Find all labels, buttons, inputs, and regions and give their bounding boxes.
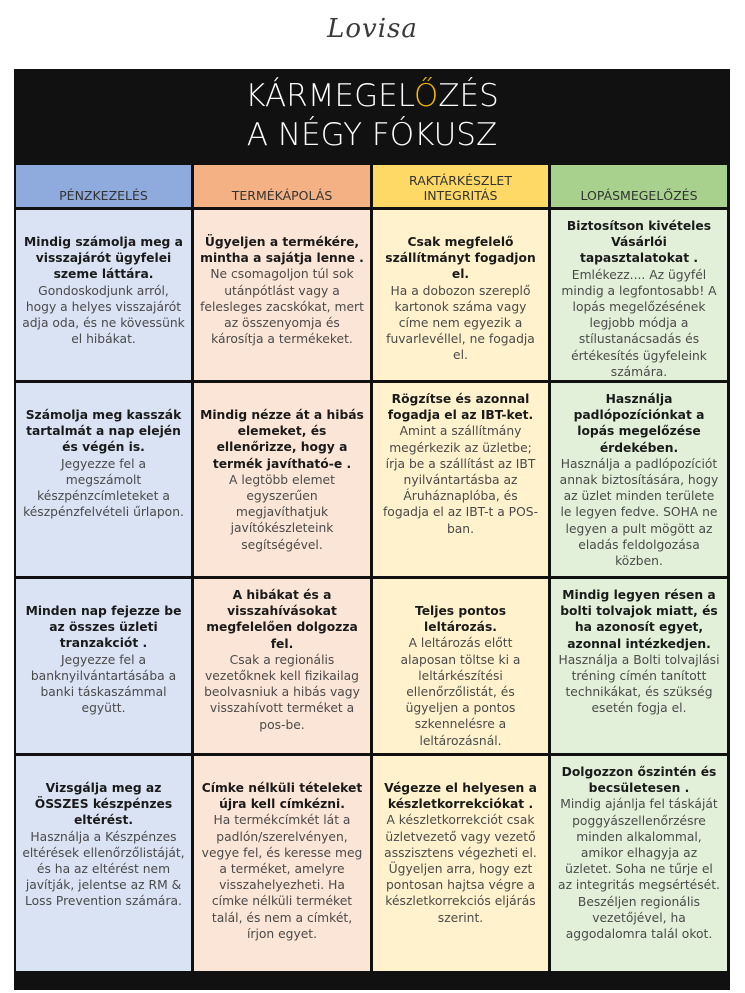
cell-text: A legtöbb elemet egyszerűen megjavíthatjuk javítókészleteink segítségével.: [229, 472, 335, 552]
cell-bold: Rögzítse és azonnal fogadja el az IBT-ket.: [387, 392, 534, 423]
table-cell: [373, 756, 548, 971]
cell-text: Gondoskodjunk arról, hogy a helyes visszajárót adja oda, és ne kövessünk el hibákat.: [22, 283, 185, 347]
lovisa-logo: Lovisa: [327, 14, 418, 44]
cell-bold: Mindig számolja meg a visszajárót ügyfelei szeme láttára.: [24, 235, 183, 282]
poster-title: [14, 77, 730, 155]
cell-text: Jegyezze fel a megszámolt készpénzcímleteket a készpénzfelvételi űrlapon.: [23, 456, 184, 520]
cell-text: Mindig ajánlja fel táskáját poggyászellenőrzésre minden alkalommal, amikor elhagyja az üzletet. Soha ne tűrje el az integritás megsértését. Beszéljen regionális vezetőjével, ha aggodalomra talál okot.: [558, 797, 720, 942]
cell-bold: Biztosítson kivételes Vásárlói tapasztalatokat .: [566, 219, 712, 266]
table-cell: [551, 383, 727, 576]
cell-text: Ha termékcímkét lát a padlón/szerelvényen, vegye fel, és keresse meg a terméket, amelyre visszahelyezheti. Ha címke nélküli terméket talál, és nem a címkét, írjon egyet.: [201, 813, 363, 941]
cell-text: Használja a Készpénzes eltérések ellenőrzőlistáját, és ha az eltérést nem javítják, jelentse az RM & Loss Prevention számára.: [22, 829, 185, 909]
poster-frame: [14, 69, 730, 990]
cell-text: Ha a dobozon szereplő kartonok száma vagy címe nem egyezik a fuvarlevéllel, ne fogadja el.: [386, 283, 535, 363]
cell-text: Jegyezze fel a banknyilvántartásába a banki táskaszámmal együtt.: [30, 652, 177, 716]
table-cell: [194, 756, 370, 971]
cell-bold: Mindig legyen résen a bolti tolvajok miatt, és ha azonosít egyet, azonnal intézkedjen.: [560, 588, 718, 651]
cell-text: A leltározás előtt alaposan töltse ki a leltárkészítési ellenőrzőlistát, és ügyeljen a pontos szkennelésre a leltározásnál.: [400, 636, 521, 748]
table-cell: [373, 579, 548, 753]
cell-text: A készletkorrekciót csak üzletvezető vagy vezető asszisztens végezheti el. Ügyeljen arra, hogy ezt pontosan hajtsa végre a készletkorrekciós eljárás szerint.: [384, 813, 537, 925]
title-part-b: ZÉS: [438, 78, 499, 114]
cell-bold: Számolja meg kasszák tartalmát a nap elején és végén is.: [25, 408, 182, 455]
header-loss-prevention: LOPÁSMEGELŐZÉS: [551, 165, 727, 207]
cell-bold: Vizsgálja meg az ÖSSZES készpénzes eltérést.: [34, 781, 173, 828]
cell-text: Használja a Bolti tolvajlási tréning címén tanított technikákat, és szükség esetén fogja el.: [558, 652, 720, 716]
header-cash-handling: PÉNZKEZELÉS: [16, 165, 191, 207]
cell-bold: Dolgozzon őszintén és becsületesen .: [561, 765, 717, 796]
cell-text: Emlékezz.... Az ügyfél mindig a legfontosabb! A lopás megelőzésének legjobb módja a stílustanácsadás és értékesítés ügyfeleink számára.: [561, 267, 717, 379]
table-cell: [16, 383, 191, 576]
cell-bold: Teljes pontos leltározás.: [414, 604, 507, 635]
cell-bold: Mindig nézze át a hibás elemeket, és ellenőrizze, hogy a termék javítható-e .: [200, 408, 364, 471]
table-cell: [373, 210, 548, 380]
cell-text: Használja a padlópozíciót annak biztosítására, hogy az üzlet minden területe le legyen fedve. SOHA ne legyen a pult mögött az eladás feldolgozása közben.: [559, 456, 719, 569]
table-cell: [194, 210, 370, 380]
table-cell: [16, 210, 191, 380]
table-cell: [551, 579, 727, 753]
table-cell: [373, 383, 548, 576]
title-line-1: [14, 77, 730, 116]
cell-bold: Ügyeljen a termékére, mintha a sajátja lenne .: [200, 235, 364, 266]
cell-bold: A hibákat és a visszahívásokat megfelelően dolgozza fel.: [206, 588, 358, 651]
table-cell: [551, 756, 727, 971]
table-cell: [551, 210, 727, 380]
cell-bold: Csak megfelelő szállítmányt fogadjon el.: [385, 235, 536, 282]
cell-bold: Minden nap fejezze be az összes üzleti tranzakciót .: [25, 604, 182, 651]
table-cell: [16, 756, 191, 971]
title-part-a: KÁRMEGEL: [245, 78, 414, 114]
cell-text: Ne csomagoljon túl sok utánpótlást vagy a felesleges zacskókat, mert az összenyomja és károsítja a termékeket.: [200, 267, 364, 347]
cell-bold: Végezze el helyesen a készletkorrekciókat .: [384, 781, 537, 812]
focus-table: [16, 165, 728, 971]
title-line-2: A NÉGY FÓKUSZ: [246, 117, 498, 153]
title-accent-letter: Ő: [413, 78, 439, 114]
cell-text: Csak a regionális vezetőknek kell fizikailag beolvasniuk a hibás vagy visszahívott terméket a pos-be.: [204, 652, 360, 732]
header-product-care: TERMÉKÁPOLÁS: [194, 165, 370, 207]
cell-text: Amint a szállítmány megérkezik az üzletbe; írja be a szállítást az IBT nyilvántartásba az Áruháznaplóba, és fogadja el az IBT-t a POS-ban.: [382, 424, 539, 536]
table-cell: [194, 383, 370, 576]
cell-bold: Címke nélküli tételeket újra kell címkézni.: [201, 781, 363, 812]
table-cell: [16, 579, 191, 753]
table-cell: [194, 579, 370, 753]
cell-bold: Használja padlópozíciónkat a lopás megelőzése érdekében.: [573, 392, 705, 455]
header-stock-integrity: RAKTÁRKÉSZLET INTEGRITÁS: [373, 165, 548, 207]
